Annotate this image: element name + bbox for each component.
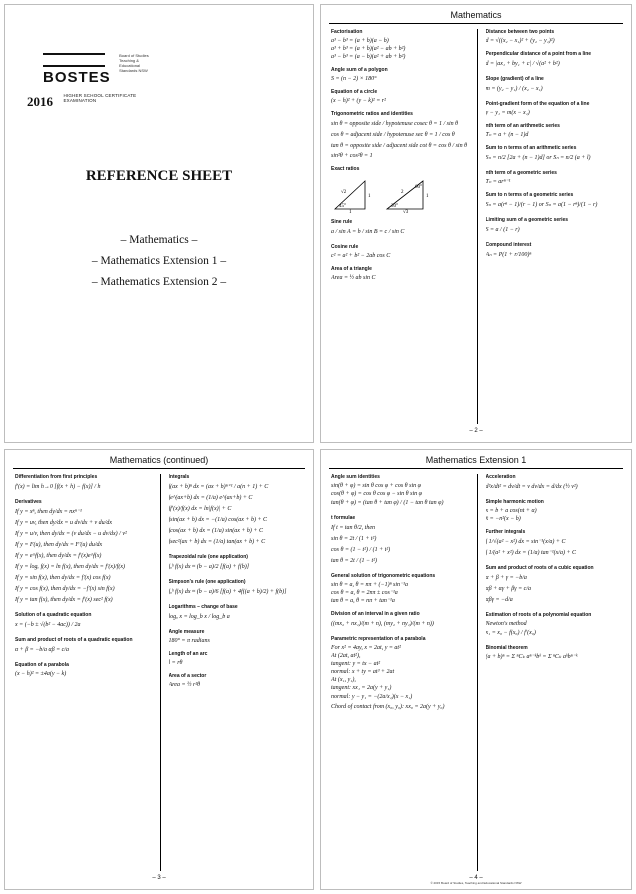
section-title: Exact ratios — [331, 166, 360, 172]
formula-line: At (x₁, y₁), — [331, 677, 356, 683]
exam-line: HIGHER SCHOOL CERTIFICATE — [63, 93, 137, 98]
formula-section — [331, 636, 471, 711]
formula-line: ∫ₐᵇ f(x) dx ≈ (b − a)/6 [f(a) + 4f((a + b)/2) + f(b)] — [168, 589, 287, 595]
formula-section — [486, 565, 626, 606]
formula-section — [486, 217, 626, 236]
triangle-label: 1 — [426, 194, 429, 199]
formula-line: ∫ₐᵇ f(x) dx ≈ (b − a)/2 [f(a) + f(b)] — [168, 564, 250, 570]
formula-line: Aₙ = P(1 + r/100)ⁿ — [485, 252, 532, 258]
section-title: Sine rule — [331, 219, 353, 225]
formula-section — [169, 474, 308, 548]
formula-line: Newton's method — [485, 621, 527, 627]
logo-bars-icon — [43, 53, 105, 67]
formula-line: x = (−b ± √(b² − 4ac)) / 2a — [15, 622, 81, 628]
section-title: Sum and product of roots of a quadratic equation — [15, 637, 133, 643]
section-title: Angle measure — [168, 629, 205, 635]
formula-section — [331, 573, 471, 605]
formula-line: ∫f′(x)/f(x) dx = ln|f(x)| + C — [168, 506, 232, 512]
logo-line: Standards NSW — [119, 68, 148, 73]
formula-line: l = rθ — [168, 660, 183, 666]
header-rule — [329, 468, 623, 469]
page-number: – 3 – — [152, 875, 166, 881]
formula-line: ∫(ax + b)ⁿ dx = (ax + b)ⁿ⁺¹ / a(n + 1) + C — [168, 484, 269, 490]
section-title: nth term of a geometric series — [485, 170, 557, 176]
section-title: Integrals — [168, 474, 190, 480]
formula-section — [486, 123, 626, 139]
header-rule — [13, 468, 305, 469]
page-number: – 2 – — [469, 428, 483, 434]
formula-line: S = a / (1 − r) — [485, 227, 520, 233]
formula-line: a³ − b³ = (a − b)(a² + ab + b²) — [331, 54, 406, 60]
section-title: Acceleration — [485, 474, 516, 480]
section-title: Distance between two points — [485, 29, 555, 35]
section-title: Angle sum of a polygon — [331, 67, 388, 73]
section-title: Limiting sum of a geometric series — [485, 217, 569, 223]
section-title: Point-gradient form of the equation of a line — [485, 101, 590, 107]
formula-line: If y = logₑ f(x) = ln f(x), then dy/dx = f′(x)/f(x) — [15, 564, 125, 570]
formula-line: x₁ = x₀ − f(x₀) / f′(x₀) — [485, 630, 536, 636]
exact-ratio-triangles-icon — [331, 175, 431, 213]
formula-section — [331, 29, 471, 61]
section-title: Simpson's rule (one application) — [168, 579, 246, 585]
formula-section — [486, 101, 626, 117]
section-title: Parametric representation of a parabola — [331, 636, 426, 642]
triangle-label: √2 — [341, 190, 347, 195]
mathematics-continued-page — [4, 449, 314, 890]
triangle-label: 45° — [339, 204, 346, 209]
formula-section — [169, 673, 308, 689]
section-title: Area of a triangle — [331, 266, 372, 272]
logo-word: BOSTES — [43, 69, 111, 86]
formula-section — [486, 499, 626, 523]
formula-line: tangent: xx₁ = 2a(y + y₁) — [331, 685, 392, 691]
mathematics-page — [320, 4, 632, 443]
formula-line: a³ + b³ = (a + b)(a² − ab + b²) — [331, 46, 406, 52]
formula-line: If y = tan f(x), then dy/dx = f′(x) sec² f(x) — [15, 597, 113, 603]
right-column — [169, 474, 308, 871]
section-title: Sum and product of roots of a cubic equation — [485, 565, 594, 571]
formula-line: 180° = π radians — [168, 638, 210, 644]
formula-section — [331, 219, 471, 238]
formula-line: sin θ = 2t / (1 + t²) — [331, 536, 377, 542]
formula-line: If y = uv, then dy/dx = u dv/dx + v du/dx — [15, 520, 113, 526]
formula-line: ∫cos(ax + b) dx = (1/a) sin(ax + b) + C — [168, 528, 263, 534]
section-title: Estimation of roots of a polynomial equation — [485, 612, 592, 618]
section-title: Factorisation — [331, 29, 363, 35]
formula-line: S = (n − 2) × 180° — [331, 76, 377, 82]
section-title: Perpendicular distance of a point from a line — [485, 51, 592, 57]
formula-line: a³ − b³ = (a + b)(a − b) — [331, 38, 389, 44]
formula-section — [15, 637, 154, 656]
formula-line: Sₙ = a(rⁿ − 1)/(r − 1) or Sₙ = a(1 − rⁿ)/(1 − r) — [485, 202, 598, 208]
formula-line: cos θ = a, θ = 2nπ ± cos⁻¹a — [331, 590, 398, 596]
triangle-label: 30° — [391, 204, 398, 209]
exam-line: EXAMINATION — [63, 98, 97, 103]
formula-line: αβ + αγ + βγ = c/a — [485, 586, 531, 592]
formula-line: c² = a² + b² − 2ab cos C — [331, 253, 391, 259]
formula-line: If y = xⁿ, then dy/dx = nxⁿ⁻¹ — [15, 509, 82, 515]
formula-section — [486, 192, 626, 211]
cover-page — [4, 4, 314, 443]
formula-line: Sₙ = n/2 [2a + (n − 1)d] or Sₙ = n/2 (a + l) — [485, 155, 591, 161]
formula-line: ∫ 1/(a² + x²) dx = (1/a) tan⁻¹(x/a) + C — [485, 550, 577, 556]
section-title: Equation of a parabola — [15, 662, 69, 668]
formula-line: (x − h)² + (y − k)² = r² — [331, 98, 386, 104]
formula-section — [331, 166, 471, 213]
formula-line: sin θ = opposite side / hypotenuse cosec θ = 1 / sin θ — [331, 121, 459, 127]
course-list — [5, 230, 313, 293]
formula-line: ẍ = −n²(x − b) — [485, 516, 521, 522]
formula-line: cos θ = adjacent side / hypotenuse sec θ = 1 / cos θ — [331, 132, 455, 138]
course-item: – Mathematics – — [120, 234, 198, 246]
formula-line: If y = u/v, then dy/dx = (v du/dx − u dv/dx) / v² — [15, 531, 127, 537]
section-title: General solution of trigonometric equations — [331, 573, 436, 579]
formula-line: normal: x + ty = at³ + 2at — [331, 669, 395, 675]
exam-year: 2016 — [27, 94, 53, 109]
formula-line: cos θ = (1 − t²) / (1 + t²) — [331, 547, 391, 553]
formula-line: sin(θ + φ) = sin θ cos φ + cos θ sin φ — [331, 483, 421, 489]
triangle-label: 2 — [401, 190, 404, 195]
formula-line: x = b + a cos(nt + α) — [485, 508, 537, 514]
section-title: Cosine rule — [331, 244, 359, 250]
course-item: – Mathematics Extension 1 – — [91, 255, 227, 267]
formula-line: (x − h)² = ±4a(y − k) — [15, 671, 67, 677]
section-title: nth term of an arithmetic series — [485, 123, 560, 129]
formula-line: Tₙ = arⁿ⁻¹ — [485, 179, 511, 185]
section-title: Slope (gradient) of a line — [485, 76, 544, 82]
formula-line: tan θ = a, θ = nπ + tan⁻¹a — [331, 598, 395, 604]
mathematics-extension-1-page — [320, 449, 632, 890]
formula-line: For x² = 4ay, x = 2at, y = at² — [331, 645, 401, 651]
formula-section — [331, 515, 471, 567]
section-title: Division of an interval in a given ratio — [331, 611, 420, 617]
formula-line: If y = sin f(x), then dy/dx = f′(x) cos f(x) — [15, 575, 111, 581]
formula-section — [486, 76, 626, 95]
exam-heading — [27, 93, 136, 111]
formula-section — [169, 604, 308, 623]
formula-line: logₐ x = log_b x / log_b a — [168, 614, 230, 620]
page-header: Mathematics — [450, 10, 502, 20]
formula-line: Area = ½ r²θ — [168, 682, 201, 688]
triangle-label: 60° — [415, 185, 422, 190]
page-header: Mathematics (continued) — [109, 455, 209, 465]
formula-line: ∫sin(ax + b) dx = −(1/a) cos(ax + b) + C — [168, 517, 268, 523]
formula-line: tangent: y = tx − at² — [331, 661, 381, 667]
formula-section — [486, 29, 626, 45]
formula-line: d = |ax₁ + by₁ + c| / √(a² + b²) — [485, 61, 560, 67]
formula-line: Chord of contact from (x₀, y₀): xx₀ = 2a(y + y₀) — [331, 704, 445, 710]
logo-line: Educational — [119, 63, 141, 68]
right-column — [486, 474, 626, 871]
formula-section — [486, 145, 626, 164]
formula-section — [169, 554, 308, 573]
formula-line: d = √((x₂ − x₁)² + (y₂ − y₁)²) — [485, 38, 555, 44]
formula-line: If y = cos f(x), then dy/dx = −f′(x) sin f(x) — [15, 586, 115, 592]
formula-line: α + β + γ = −b/a — [485, 575, 527, 581]
section-title: Binomial theorem — [485, 645, 528, 651]
formula-section — [331, 67, 471, 83]
formula-line: d²x/dt² = dv/dt = v dv/dx = d/dx (½ v²) — [485, 484, 578, 490]
formula-line: If y = e^f(x), then dy/dx = f′(x)e^f(x) — [15, 553, 102, 559]
formula-line: α + β = −b/a αβ = c/a — [15, 647, 69, 653]
reference-sheet-title: REFERENCE SHEET — [85, 168, 233, 184]
formula-line: tan(θ + φ) = (tan θ + tan φ) / (1 − tan θ tan φ) — [331, 500, 444, 506]
formula-line: ((mx₂ + nx₁)/(m + n), (my₂ + ny₁)/(m + n)) — [331, 621, 434, 627]
formula-line: ∫e^(ax+b) dx = (1/a) e^(ax+b) + C — [168, 495, 253, 501]
formula-line: normal: y − y₁ = −(2a/x₁)(x − x₁) — [331, 694, 413, 700]
section-title: t formulae — [331, 515, 356, 521]
formula-line: At (2at, at²), — [331, 653, 361, 659]
formula-line: If t = tan θ/2, then — [331, 525, 375, 531]
formula-line: Area = ½ ab sin C — [331, 275, 376, 281]
formula-line: tan θ = 2t / (1 − t²) — [331, 558, 378, 564]
formula-section — [169, 651, 308, 667]
formula-section — [15, 662, 154, 678]
triangle-label: √3 — [403, 210, 409, 213]
formula-line: sin²θ + cos²θ = 1 — [331, 153, 373, 159]
logo-lines — [119, 53, 149, 73]
section-title: Solution of a quadratic equation — [15, 612, 92, 618]
formula-section — [331, 244, 471, 260]
page-header: Mathematics Extension 1 — [425, 455, 527, 465]
formula-line: Tₙ = a + (n − 1)d — [485, 132, 529, 138]
section-title: Simple harmonic motion — [485, 499, 544, 505]
formula-line: (a + b)ⁿ = Σ ⁿCₖ aⁿ⁻ᵏbᵏ = Σ ⁿCₖ aᵏbⁿ⁻ᵏ — [485, 654, 578, 660]
formula-section — [15, 499, 154, 606]
formula-line: y − y₁ = m(x − x₁) — [485, 110, 530, 116]
section-title: Further integrals — [485, 529, 526, 535]
formula-section — [15, 474, 154, 493]
formula-section — [331, 89, 471, 105]
left-column — [331, 474, 478, 871]
logo-line: Board of Studies — [119, 53, 149, 58]
left-column — [15, 474, 161, 871]
triangle-label: 1 — [349, 210, 352, 213]
formula-line: cos(θ + φ) = cos θ cos φ − sin θ sin φ — [331, 491, 422, 497]
formula-section — [486, 612, 626, 639]
section-title: Trigonometric ratios and identities — [331, 111, 413, 117]
formula-section — [169, 579, 308, 598]
right-column — [486, 29, 626, 424]
header-rule — [329, 23, 623, 24]
left-column — [331, 29, 478, 424]
formula-section — [486, 51, 626, 70]
section-title: Trapezoidal rule (one application) — [168, 554, 248, 560]
section-title: Angle sum identities — [331, 474, 380, 480]
section-title: Area of a sector — [168, 673, 207, 679]
formula-line: If y = F(u), then dy/dx = F′(u) du/dx — [15, 542, 103, 548]
formula-section — [169, 629, 308, 645]
bostes-logo — [43, 53, 149, 86]
formula-section — [331, 111, 471, 160]
formula-line: ∫ 1/√(a² − x²) dx = sin⁻¹(x/a) + C — [485, 539, 566, 545]
section-title: Compound interest — [485, 242, 532, 248]
section-title: Derivatives — [15, 499, 42, 505]
copyright-notice: © 2015 Board of Studies, Teaching and Educational Standards NSW — [430, 881, 522, 885]
section-title: Length of an arc — [168, 651, 208, 657]
triangle-label: 1 — [368, 194, 371, 199]
formula-section — [486, 474, 626, 493]
formula-section — [486, 242, 626, 261]
section-title: Sum to n terms of a geometric series — [485, 192, 574, 198]
formula-line: f′(x) = lim h→0 [f(x + h) − f(x)] / h — [15, 484, 101, 490]
formula-line: αβγ = −d/a — [485, 597, 513, 603]
formula-line: a / sin A = b / sin B = c / sin C — [331, 229, 405, 235]
logo-line: Teaching & — [119, 58, 139, 63]
formula-line: ∫sec²(ax + b) dx = (1/a) tan(ax + b) + C — [168, 539, 266, 545]
formula-section — [486, 170, 626, 186]
section-title: Sum to n terms of an arithmetic series — [485, 145, 577, 151]
formula-section — [486, 645, 626, 661]
exam-text — [63, 93, 136, 103]
formula-section — [331, 611, 471, 630]
section-title: Differentiation from first principles — [15, 474, 98, 480]
formula-line: tan θ = opposite side / adjacent side cot θ = cos θ / sin θ — [331, 143, 468, 149]
formula-section — [331, 474, 471, 509]
formula-line: sin θ = a, θ = nπ + (−1)ⁿ sin⁻¹a — [331, 582, 408, 588]
formula-section — [15, 612, 154, 631]
formula-section — [486, 529, 626, 559]
course-item: – Mathematics Extension 2 – — [91, 276, 227, 288]
page-number: – 4 – — [469, 875, 483, 881]
section-title: Logarithms – change of base — [168, 604, 238, 610]
section-title: Equation of a circle — [331, 89, 378, 95]
formula-section — [331, 266, 471, 282]
formula-line: m = (y₂ − y₁) / (x₂ − x₁) — [485, 86, 543, 92]
